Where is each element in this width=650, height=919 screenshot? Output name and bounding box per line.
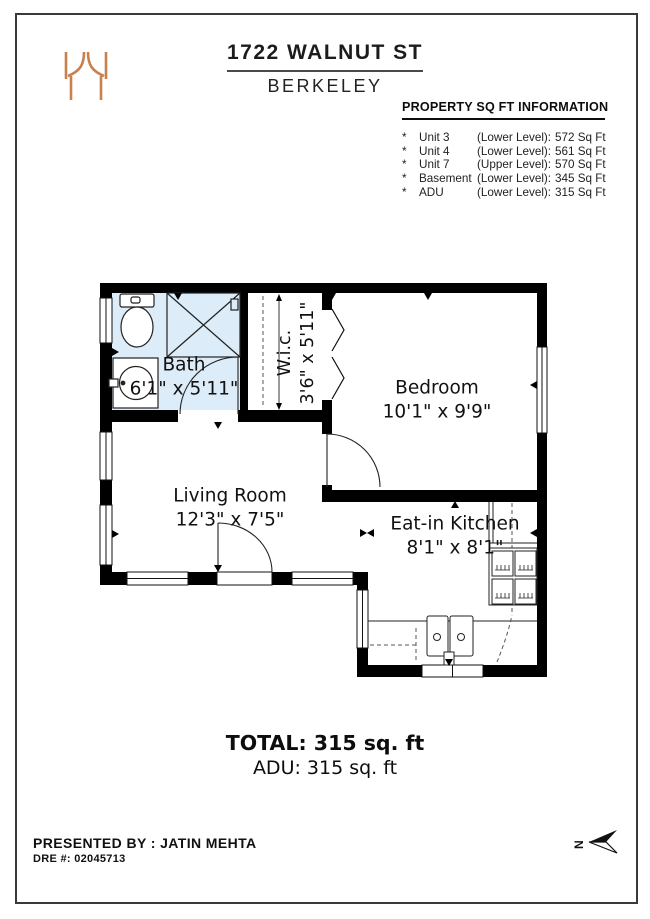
- room-name: Living Room: [173, 485, 287, 507]
- room-name: Eat-in Kitchen: [390, 513, 520, 535]
- dre-number: DRE #: 02045713: [33, 853, 126, 865]
- row-marker: *: [402, 172, 407, 186]
- city-subtitle: BERKELEY: [267, 76, 383, 96]
- room-name: Bedroom: [395, 377, 479, 399]
- unit-sqft: 561 Sq Ft: [555, 144, 606, 158]
- room-dims: 12'3" x 7'5": [175, 510, 285, 531]
- unit-level: (Lower Level):: [477, 172, 552, 186]
- unit-name: Unit 4: [419, 144, 450, 158]
- total-sqft: TOTAL: 315 sq. ft: [225, 731, 425, 755]
- row-marker: *: [402, 158, 407, 172]
- adu-sqft: ADU: 315 sq. ft: [252, 757, 398, 779]
- row-marker: *: [402, 144, 407, 158]
- room-dims: 10'1" x 9'9": [382, 402, 492, 423]
- unit-name: Unit 7: [419, 158, 450, 172]
- room-name: W.i.c.: [274, 329, 295, 377]
- compass-north-label: N: [572, 840, 586, 849]
- room-dims: 6'1" x 5'11": [129, 379, 239, 400]
- unit-level: (Upper Level):: [477, 158, 552, 172]
- room-name: Bath: [162, 354, 206, 376]
- unit-level: (Lower Level):: [477, 144, 552, 158]
- room-dims: 3'6" x 5'11": [298, 301, 318, 405]
- unit-level: (Lower Level):: [477, 185, 552, 199]
- room-dims: 8'1" x 8'1": [406, 538, 504, 559]
- unit-sqft: 345 Sq Ft: [555, 172, 606, 186]
- property-sqft-heading: PROPERTY SQ FT INFORMATION: [402, 100, 605, 120]
- unit-sqft: 315 Sq Ft: [555, 185, 606, 199]
- unit-name: Unit 3: [419, 131, 450, 144]
- unit-name: Basement: [419, 172, 472, 186]
- unit-level: (Lower Level):: [477, 131, 552, 144]
- row-marker: *: [402, 131, 407, 144]
- unit-sqft: 570 Sq Ft: [555, 158, 606, 172]
- page-title: 1722 WALNUT ST: [226, 41, 424, 64]
- row-marker: *: [402, 185, 407, 199]
- unit-name: ADU: [419, 185, 444, 199]
- unit-sqft: 572 Sq Ft: [555, 131, 606, 144]
- presented-by: PRESENTED BY : JATIN MEHTA: [33, 835, 257, 851]
